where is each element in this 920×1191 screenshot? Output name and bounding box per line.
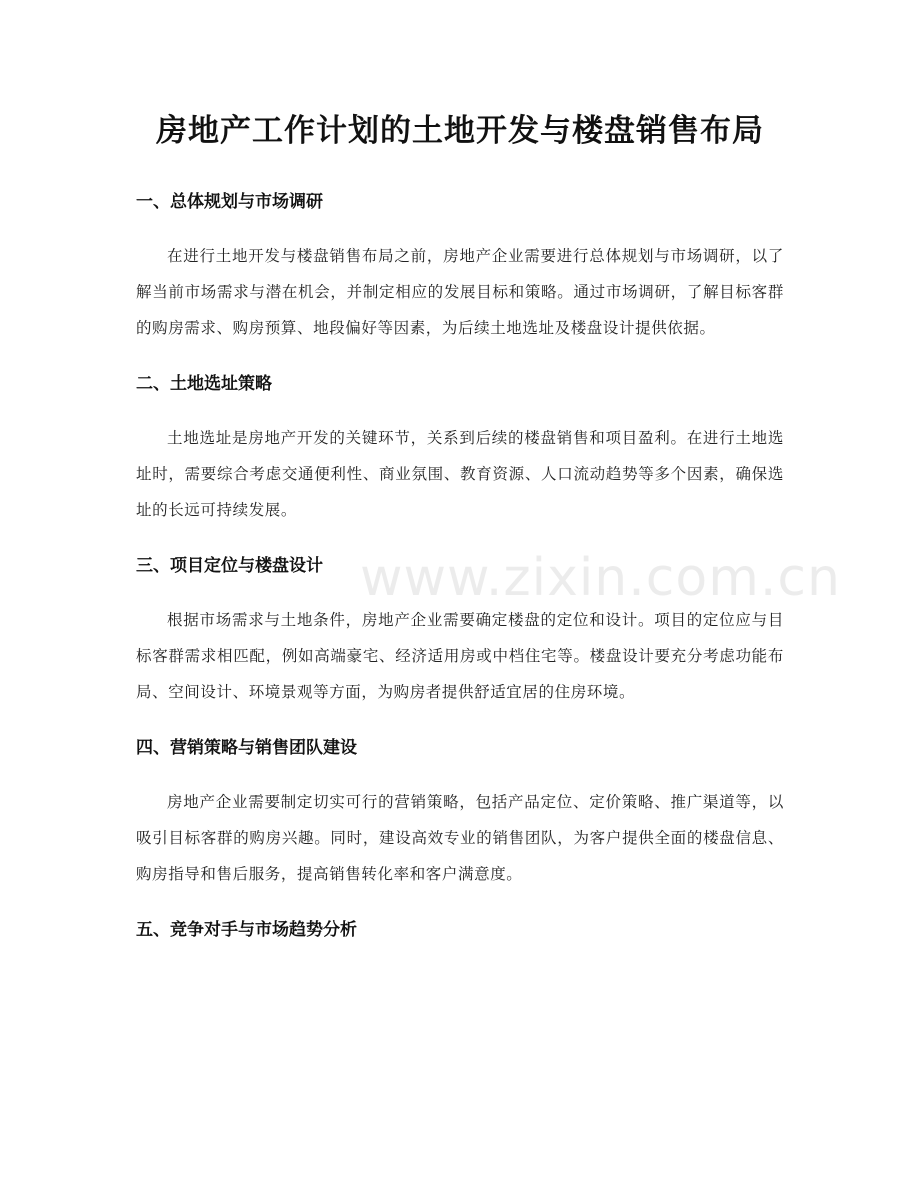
section-heading: 四、营销策略与销售团队建设 xyxy=(136,738,357,758)
section-heading: 五、竞争对手与市场趋势分析 xyxy=(136,920,357,940)
section-body: 土地选址是房地产开发的关键环节，关系到后续的楼盘销售和项目盈利。在进行土地选址时，需要综合考虑交通便利性、商业氛围、教育资源、人口流动趋势等多个因素，确保选址的长远可持续发展。 xyxy=(136,429,784,519)
section-body: 根据市场需求与土地条件，房地产企业需要确定楼盘的定位和设计。项目的定位应与目标客群需求相匹配，例如高端豪宅、经济适用房或中档住宅等。楼盘设计要充分考虑功能布局、空间设计、环境景观等方面，为购房者提供舒适宜居的住房环境。 xyxy=(136,611,784,701)
section-project-positioning xyxy=(136,554,784,710)
section-body: 在进行土地开发与楼盘销售布局之前，房地产企业需要进行总体规划与市场调研，以了解当前市场需求与潜在机会，并制定相应的发展目标和策略。通过市场调研，了解目标客群的购房需求、购房预算、地段偏好等因素，为后续土地选址及楼盘设计提供依据。 xyxy=(136,247,784,337)
section-overall-planning xyxy=(136,190,784,346)
watermark: www.zixin.com.cn xyxy=(360,548,841,608)
section-marketing-strategy xyxy=(136,736,784,892)
section-competitor-analysis xyxy=(136,918,784,942)
section-heading: 一、总体规划与市场调研 xyxy=(136,192,323,212)
section-body: 房地产企业需要制定切实可行的营销策略，包括产品定位、定价策略、推广渠道等，以吸引目标客群的购房兴趣。同时，建设高效专业的销售团队，为客户提供全面的楼盘信息、购房指导和售后服务，提高销售转化率和客户满意度。 xyxy=(136,793,784,883)
section-land-site-selection xyxy=(136,372,784,528)
section-heading: 二、土地选址策略 xyxy=(136,374,272,394)
document-title: 房地产工作计划的土地开发与楼盘销售布局 xyxy=(156,113,764,149)
section-heading: 三、项目定位与楼盘设计 xyxy=(136,556,323,576)
